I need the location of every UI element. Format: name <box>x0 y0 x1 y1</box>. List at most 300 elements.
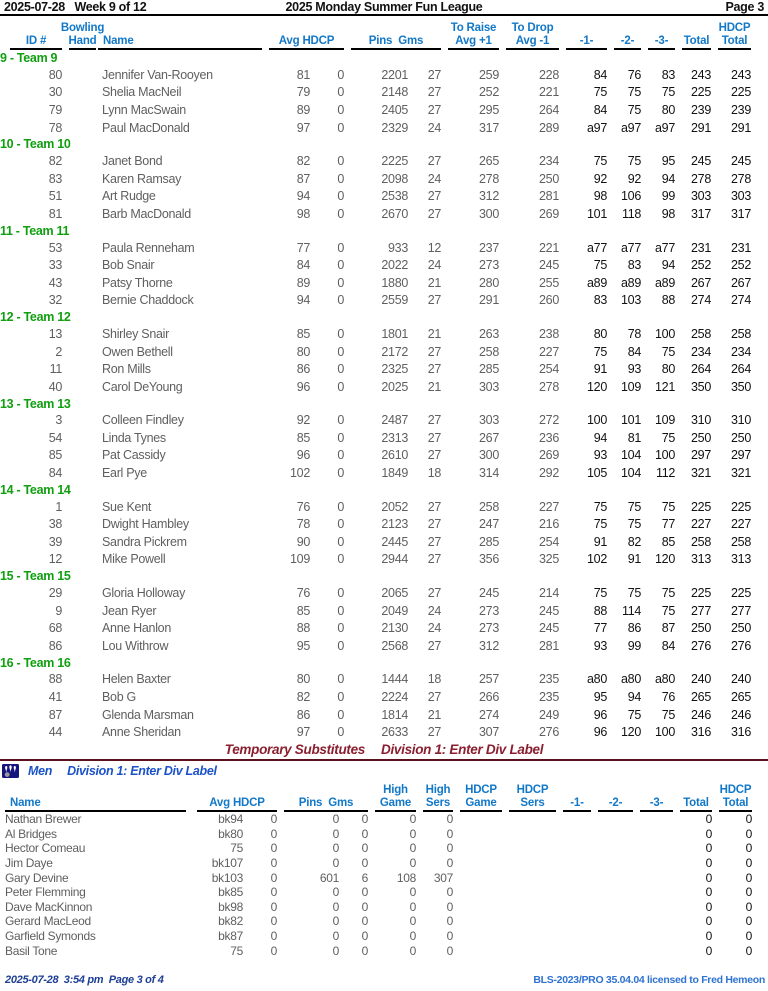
player-hdcp-total: 303 <box>731 189 751 204</box>
player-hdcp-total: 310 <box>731 413 751 428</box>
player-game2: 76 <box>627 67 641 82</box>
substitute-hdcp-total: 0 <box>745 899 752 914</box>
player-game3: 76 <box>661 690 675 705</box>
substitute-hdcp: 0 <box>270 812 277 827</box>
player-game3: a80 <box>655 672 675 687</box>
substitute-total: 0 <box>705 914 712 929</box>
player-pins: 2098 <box>381 171 408 186</box>
player-avg: 94 <box>296 189 310 204</box>
substitute-row <box>0 870 768 885</box>
player-row <box>0 274 768 292</box>
division-label: Division 1: Enter Div Label <box>381 742 544 757</box>
player-total: 274 <box>691 293 711 308</box>
player-id: 68 <box>48 621 62 636</box>
player-total: 225 <box>691 499 711 514</box>
player-to-raise: 312 <box>479 189 499 204</box>
player-game3: 84 <box>661 638 675 653</box>
player-row <box>0 447 768 465</box>
player-name: Carol DeYoung <box>102 379 183 394</box>
player-avg: 94 <box>296 293 310 308</box>
player-row <box>0 360 768 378</box>
player-to-raise: 300 <box>479 206 499 221</box>
player-game3: 94 <box>661 171 675 186</box>
player-gms: 27 <box>427 362 441 377</box>
player-row <box>0 152 768 170</box>
substitute-gms: 0 <box>361 885 368 900</box>
player-game1: 102 <box>587 552 607 567</box>
player-pins: 2610 <box>381 448 408 463</box>
player-game2: 94 <box>627 690 641 705</box>
player-hdcp-total: 258 <box>731 534 751 549</box>
player-name: Owen Bethell <box>102 344 173 359</box>
substitute-high-game: 0 <box>409 885 416 900</box>
substitute-high-sers: 0 <box>446 914 453 929</box>
team-label: 13 - Team 13 <box>0 396 71 411</box>
player-gms: 27 <box>427 552 441 567</box>
player-game1: 120 <box>587 379 607 394</box>
player-gms: 27 <box>427 413 441 428</box>
player-hdcp-total: 243 <box>731 67 751 82</box>
substitute-high-game: 0 <box>409 929 416 944</box>
player-total: 234 <box>691 344 711 359</box>
team-section <box>0 482 768 568</box>
player-game1: 93 <box>593 448 607 463</box>
player-to-drop: 289 <box>539 120 559 135</box>
temporary-substitutes-title <box>0 742 768 759</box>
substitute-name: Gerard MacLeod <box>5 914 91 929</box>
team-rows <box>0 412 768 482</box>
team-rows <box>0 325 768 395</box>
page-number: Page 3 <box>725 0 764 14</box>
player-game2: 75 <box>627 154 641 169</box>
player-name: Pat Cassidy <box>102 448 166 463</box>
sub-col-header-game3: -3- <box>640 779 673 812</box>
player-total: 246 <box>691 707 711 722</box>
player-hdcp-total: 250 <box>731 621 751 636</box>
player-game1: 94 <box>593 430 607 445</box>
player-id: 78 <box>48 120 62 135</box>
substitute-row <box>0 943 768 958</box>
team-rows <box>0 584 768 654</box>
sub-col-header-total: Total <box>680 779 712 812</box>
player-name: Jennifer Van-Rooyen <box>102 67 213 82</box>
player-hdcp: 0 <box>337 240 344 255</box>
substitute-high-sers: 0 <box>446 899 453 914</box>
player-total: 240 <box>691 672 711 687</box>
player-to-raise: 258 <box>479 499 499 514</box>
player-id: 44 <box>48 725 62 740</box>
player-game1: 92 <box>593 171 607 186</box>
player-total: 225 <box>691 85 711 100</box>
player-hdcp-total: 227 <box>731 517 751 532</box>
substitute-hdcp: 0 <box>270 943 277 958</box>
player-total: 265 <box>691 690 711 705</box>
player-to-raise: 266 <box>479 690 499 705</box>
player-hdcp-total: 278 <box>731 171 751 186</box>
player-to-raise: 312 <box>479 638 499 653</box>
player-game3: 75 <box>661 85 675 100</box>
col-header-avg-hdcp: Avg HDCP <box>269 18 344 50</box>
player-game3: 95 <box>661 154 675 169</box>
substitute-high-sers: 0 <box>446 929 453 944</box>
player-game1: 91 <box>593 362 607 377</box>
bowling-icon <box>2 764 19 778</box>
substitute-row <box>0 841 768 856</box>
player-row <box>0 723 768 741</box>
player-to-raise: 307 <box>479 725 499 740</box>
player-row <box>0 325 768 343</box>
substitute-hdcp: 0 <box>270 885 277 900</box>
player-game3: 80 <box>661 102 675 117</box>
player-hdcp: 0 <box>337 552 344 567</box>
player-hdcp: 0 <box>337 448 344 463</box>
player-to-raise: 295 <box>479 102 499 117</box>
player-game2: a97 <box>621 120 641 135</box>
player-hdcp: 0 <box>337 466 344 481</box>
substitute-hdcp-total: 0 <box>745 929 752 944</box>
player-total: 252 <box>691 258 711 273</box>
player-row <box>0 101 768 119</box>
player-game3: a89 <box>655 275 675 290</box>
player-name: Bernie Chaddock <box>102 293 194 308</box>
sub-col-header-high-sers: High Sers <box>423 779 453 812</box>
substitute-hdcp: 0 <box>270 914 277 929</box>
player-row <box>0 205 768 223</box>
team-section <box>0 223 768 309</box>
player-game3: 100 <box>655 725 675 740</box>
player-id: 9 <box>55 603 62 618</box>
substitute-row <box>0 856 768 871</box>
substitute-gms: 0 <box>361 841 368 856</box>
player-hdcp-total: 317 <box>731 206 751 221</box>
player-game3: 100 <box>655 448 675 463</box>
player-hdcp: 0 <box>337 430 344 445</box>
sub-col-header-pins-gms: Pins Gms <box>284 779 368 812</box>
player-hdcp-total: 234 <box>731 344 751 359</box>
substitutes-rows-container <box>0 812 768 958</box>
player-id: 30 <box>48 85 62 100</box>
substitute-pins: 0 <box>332 885 339 900</box>
player-hdcp: 0 <box>337 258 344 273</box>
substitute-gms: 0 <box>361 899 368 914</box>
substitute-row <box>0 812 768 827</box>
player-gms: 24 <box>427 621 441 636</box>
player-to-drop: 236 <box>539 430 559 445</box>
player-hdcp: 0 <box>337 672 344 687</box>
substitute-avg: bk98 <box>218 899 243 914</box>
player-gms: 27 <box>427 638 441 653</box>
player-avg: 102 <box>290 466 310 481</box>
player-pins: 2559 <box>381 293 408 308</box>
player-gms: 27 <box>427 154 441 169</box>
player-id: 38 <box>48 517 62 532</box>
player-game3: 75 <box>661 707 675 722</box>
substitute-name: Jim Daye <box>5 856 53 871</box>
player-id: 3 <box>55 413 62 428</box>
player-name: Anne Hanlon <box>102 621 171 636</box>
player-pins: 2224 <box>381 690 408 705</box>
player-name: Paul MacDonald <box>102 120 190 135</box>
player-avg: 85 <box>296 430 310 445</box>
player-row <box>0 239 768 257</box>
team-label: 11 - Team 11 <box>0 223 70 238</box>
player-game3: 75 <box>661 499 675 514</box>
team-rows <box>0 66 768 136</box>
team-label: 9 - Team 9 <box>0 51 58 65</box>
player-pins: 2201 <box>381 67 408 82</box>
substitute-row <box>0 827 768 842</box>
substitute-group-row <box>0 762 768 779</box>
player-gms: 24 <box>427 258 441 273</box>
temporary-substitutes-label: Temporary Substitutes <box>224 742 366 757</box>
player-id: 1 <box>55 499 62 514</box>
substitute-hdcp: 0 <box>270 870 277 885</box>
substitute-name: Dave MacKinnon <box>5 899 93 914</box>
player-to-drop: 235 <box>539 672 559 687</box>
player-gms: 27 <box>427 206 441 221</box>
player-total: 317 <box>691 206 711 221</box>
player-hdcp-total: 316 <box>731 725 751 740</box>
substitute-high-sers: 0 <box>446 943 453 958</box>
player-row <box>0 429 768 447</box>
player-total: 258 <box>691 326 711 341</box>
player-row <box>0 533 768 551</box>
player-game2: 84 <box>627 344 641 359</box>
player-to-raise: 267 <box>479 430 499 445</box>
player-game3: 100 <box>655 326 675 341</box>
player-to-drop: 235 <box>539 690 559 705</box>
player-name: Paula Renneham <box>102 240 195 255</box>
team-section <box>0 50 768 136</box>
player-game3: 75 <box>661 344 675 359</box>
player-game2: 93 <box>627 362 641 377</box>
player-row <box>0 498 768 516</box>
substitute-gms: 0 <box>361 929 368 944</box>
substitute-total: 0 <box>705 929 712 944</box>
player-row <box>0 119 768 137</box>
player-gms: 27 <box>427 67 441 82</box>
player-gms: 18 <box>427 466 441 481</box>
player-gms: 27 <box>427 448 441 463</box>
player-avg: 109 <box>290 552 310 567</box>
player-hdcp-total: 258 <box>731 326 751 341</box>
col-header-to-raise: To Raise Avg +1 <box>448 18 499 50</box>
player-name: Shirley Snair <box>102 326 169 341</box>
player-pins: 2313 <box>381 430 408 445</box>
sub-col-header-avg-hdcp: Avg HDCP <box>197 779 277 812</box>
player-game3: 120 <box>655 552 675 567</box>
substitute-pins: 0 <box>332 841 339 856</box>
player-pins: 2944 <box>381 552 408 567</box>
substitute-gms: 6 <box>361 870 368 885</box>
substitute-high-game: 0 <box>409 841 416 856</box>
team-section <box>0 655 768 741</box>
player-gms: 27 <box>427 430 441 445</box>
player-game1: 100 <box>587 413 607 428</box>
player-to-drop: 227 <box>539 499 559 514</box>
substitute-hdcp-total: 0 <box>745 870 752 885</box>
sub-col-header-hdcp-total: HDCP Total <box>719 779 752 812</box>
player-game1: 91 <box>593 534 607 549</box>
player-hdcp: 0 <box>337 362 344 377</box>
player-hdcp: 0 <box>337 638 344 653</box>
player-avg: 89 <box>296 275 310 290</box>
substitute-pins: 0 <box>332 929 339 944</box>
substitute-high-game: 0 <box>409 812 416 827</box>
player-pins: 2123 <box>381 517 408 532</box>
substitute-hdcp-total: 0 <box>745 841 752 856</box>
player-game2: 99 <box>627 638 641 653</box>
player-name: Ron Mills <box>102 362 151 377</box>
player-game2: 109 <box>621 379 641 394</box>
player-to-drop: 276 <box>539 725 559 740</box>
substitute-avg: 75 <box>230 943 243 958</box>
player-to-drop: 245 <box>539 621 559 636</box>
player-row <box>0 671 768 689</box>
player-to-drop: 254 <box>539 534 559 549</box>
player-name: Sue Kent <box>102 499 152 514</box>
player-gms: 24 <box>427 171 441 186</box>
col-header-name: Name <box>98 18 262 50</box>
player-to-drop: 216 <box>539 517 559 532</box>
player-row <box>0 66 768 84</box>
player-hdcp: 0 <box>337 67 344 82</box>
player-hdcp-total: 239 <box>731 102 751 117</box>
player-hdcp-total: 267 <box>731 275 751 290</box>
player-name: Barb MacDonald <box>102 206 191 221</box>
player-gms: 21 <box>427 707 441 722</box>
player-id: 51 <box>48 189 62 204</box>
player-to-drop: 325 <box>539 552 559 567</box>
player-game1: 95 <box>593 690 607 705</box>
team-rows <box>0 239 768 309</box>
substitute-hdcp-total: 0 <box>745 885 752 900</box>
teams-container <box>0 50 768 741</box>
substitute-hdcp-total: 0 <box>745 826 752 841</box>
player-to-drop: 254 <box>539 362 559 377</box>
player-avg: 90 <box>296 534 310 549</box>
player-hdcp: 0 <box>337 206 344 221</box>
player-to-drop: 264 <box>539 102 559 117</box>
substitute-avg: bk87 <box>218 929 243 944</box>
player-game2: 101 <box>621 413 641 428</box>
player-total: 316 <box>691 725 711 740</box>
player-game2: 75 <box>627 707 641 722</box>
player-avg: 81 <box>296 67 310 82</box>
substitute-hdcp: 0 <box>270 929 277 944</box>
player-id: 54 <box>48 430 62 445</box>
player-game3: 88 <box>661 293 675 308</box>
substitute-pins: 0 <box>332 856 339 871</box>
player-to-drop: 245 <box>539 603 559 618</box>
substitute-hdcp: 0 <box>270 826 277 841</box>
player-game2: 75 <box>627 85 641 100</box>
player-id: 88 <box>48 672 62 687</box>
substitute-hdcp: 0 <box>270 841 277 856</box>
player-to-raise: 245 <box>479 586 499 601</box>
player-name: Earl Pye <box>102 466 147 481</box>
substitute-high-game: 0 <box>409 899 416 914</box>
player-hdcp: 0 <box>337 85 344 100</box>
player-gms: 24 <box>427 120 441 135</box>
player-total: 245 <box>691 154 711 169</box>
substitute-avg: bk80 <box>218 826 243 841</box>
col-header-game3: -3- <box>648 18 675 50</box>
team-section <box>0 309 768 395</box>
player-game1: a77 <box>587 240 607 255</box>
substitute-avg: bk103 <box>211 870 243 885</box>
player-name: Glenda Marsman <box>102 707 194 722</box>
player-avg: 88 <box>296 621 310 636</box>
player-hdcp: 0 <box>337 690 344 705</box>
substitute-gms: 0 <box>361 856 368 871</box>
player-hdcp: 0 <box>337 379 344 394</box>
player-game3: 77 <box>661 517 675 532</box>
player-id: 82 <box>48 154 62 169</box>
player-pins: 2049 <box>381 603 408 618</box>
substitute-row <box>0 900 768 915</box>
sub-col-header-hdcp-sers: HDCP Sers <box>509 779 556 812</box>
substitute-name: Basil Tone <box>5 943 58 958</box>
substitute-high-game: 108 <box>396 870 416 885</box>
player-total: 321 <box>691 466 711 481</box>
substitute-total: 0 <box>705 899 712 914</box>
col-header-hdcp-total: HDCP Total <box>718 18 751 50</box>
substitute-high-game: 0 <box>409 826 416 841</box>
player-hdcp-total: 240 <box>731 672 751 687</box>
player-hdcp: 0 <box>337 120 344 135</box>
player-id: 83 <box>48 171 62 186</box>
player-row <box>0 688 768 706</box>
player-game1: 96 <box>593 725 607 740</box>
player-id: 12 <box>48 552 62 567</box>
player-game2: 104 <box>621 466 641 481</box>
player-to-raise: 278 <box>479 171 499 186</box>
player-hdcp-total: 276 <box>731 638 751 653</box>
player-pins: 1849 <box>381 466 408 481</box>
player-avg: 85 <box>296 326 310 341</box>
substitute-gms: 0 <box>361 914 368 929</box>
player-game2: 86 <box>627 621 641 636</box>
player-row <box>0 188 768 206</box>
player-gms: 27 <box>427 189 441 204</box>
player-id: 40 <box>48 379 62 394</box>
substitute-gms: 0 <box>361 826 368 841</box>
player-game1: 84 <box>593 102 607 117</box>
player-to-drop: 260 <box>539 293 559 308</box>
player-avg: 78 <box>296 517 310 532</box>
substitute-group-label: Men <box>28 763 53 778</box>
substitute-high-game: 0 <box>409 914 416 929</box>
player-to-raise: 317 <box>479 120 499 135</box>
player-game2: 75 <box>627 517 641 532</box>
player-avg: 79 <box>296 85 310 100</box>
player-game3: 80 <box>661 362 675 377</box>
player-id: 32 <box>48 293 62 308</box>
player-hdcp-total: 265 <box>731 690 751 705</box>
player-avg: 95 <box>296 638 310 653</box>
player-pins: 2065 <box>381 586 408 601</box>
player-pins: 2025 <box>381 379 408 394</box>
player-hdcp: 0 <box>337 102 344 117</box>
substitute-total: 0 <box>705 885 712 900</box>
player-total: 227 <box>691 517 711 532</box>
player-pins: 2130 <box>381 621 408 636</box>
player-gms: 27 <box>427 85 441 100</box>
player-pins: 2172 <box>381 344 408 359</box>
player-gms: 27 <box>427 517 441 532</box>
player-game3: 121 <box>655 379 675 394</box>
